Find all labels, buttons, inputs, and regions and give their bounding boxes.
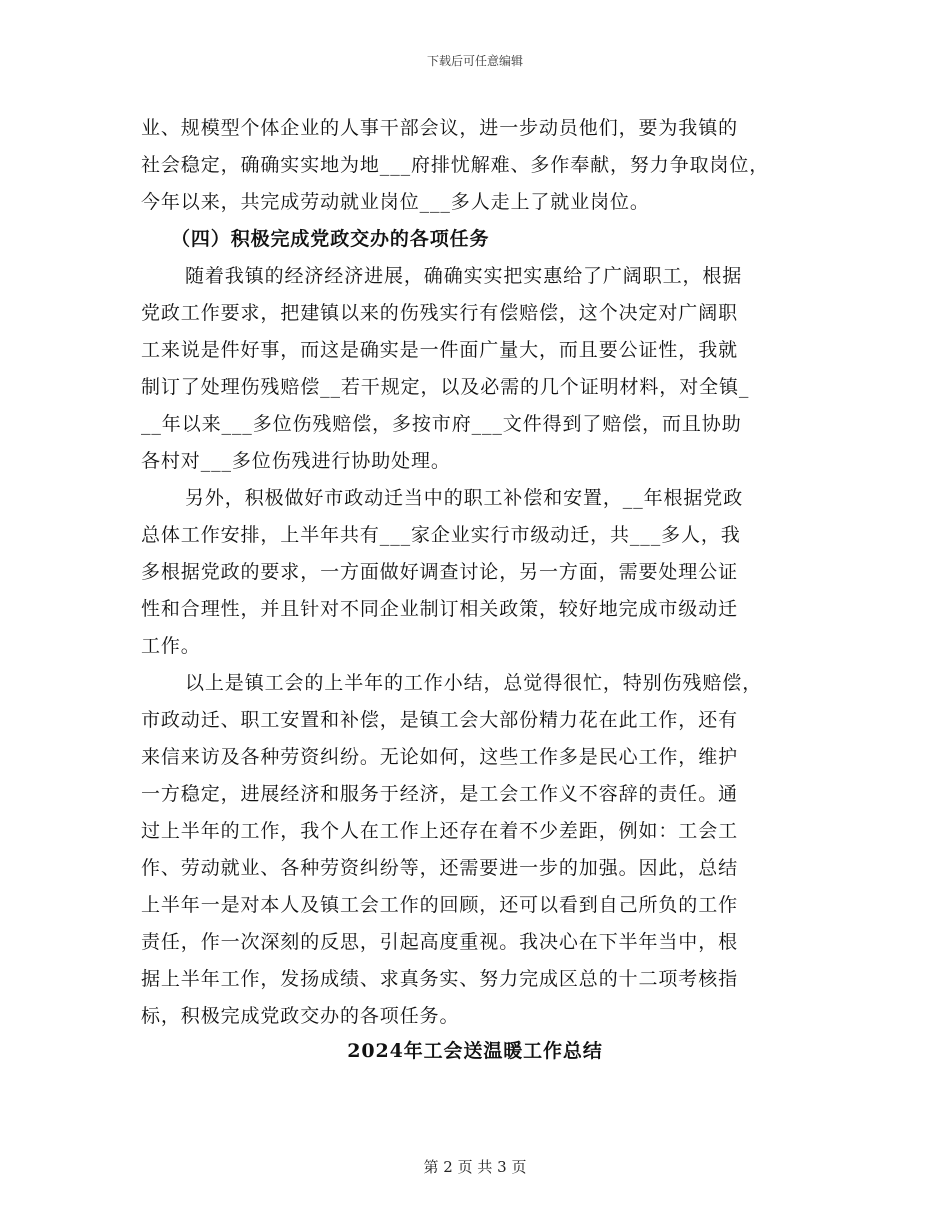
document-body [141, 110, 813, 1035]
paragraph-line: 以上是镇工会的上半年的工作小结，总觉得很忙，特别伤残赔偿， [185, 672, 763, 694]
paragraph-line: 责任，作一次深刻的反思，引起高度重视。我决心在下半年当中，根 [141, 931, 739, 953]
paragraph-line: 业、规模型个体企业的人事干部会议，进一步动员他们，要为我镇的 [141, 117, 739, 139]
page-header: 下载后可任意编辑 [426, 54, 523, 68]
paragraph-line: 作、劳动就业、各种劳资纠纷等，还需要进一步的加强。因此，总结 [141, 857, 739, 879]
paragraph-line: 党政工作要求，把建镇以来的伤残实行有偿赔偿，这个决定对广阔职 [141, 302, 739, 324]
paragraph-line: 社会稳定，确确实实地为地___府排忧解难、多作奉献，努力争取岗位， [141, 154, 770, 176]
paragraph-line: 制订了处理伤残赔偿__若干规定，以及必需的几个证明材料，对全镇_ [141, 376, 750, 398]
paragraph-line: 多根据党政的要求，一方面做好调查讨论，另一方面，需要处理公证 [141, 561, 739, 583]
section-heading: （四）积极完成党政交办的各项任务 [171, 228, 490, 250]
paragraph-line: 性和合理性，并且针对不同企业制订相关政策，较好地完成市级动迁 [141, 598, 739, 620]
paragraph-line: 另外，积极做好市政动迁当中的职工补偿和安置，__年根据党政 [185, 487, 744, 509]
paragraph-line: 总体工作安排，上半年共有___家企业实行市级动迁，共___多人，我 [141, 524, 741, 546]
paragraph-line: __年以来___多位伤残赔偿，多按市府___文件得到了赔偿，而且协助 [141, 413, 742, 435]
paragraph-line: 标，积极完成党政交办的各项任务。 [141, 1005, 460, 1027]
paragraph-line: 工作。 [141, 635, 201, 657]
paragraph-line: 各村对___多位伤残进行协助处理。 [141, 450, 451, 472]
paragraph-line: 来信来访及各种劳资纠纷。无论如何，这些工作多是民心工作，维护 [141, 746, 739, 768]
paragraph-line: 市政动迁、职工安置和补偿，是镇工会大部份精力花在此工作，还有 [141, 709, 739, 731]
document-title: 2024年工会送温暖工作总结 [347, 1040, 603, 1062]
page-number: 第 2 页 共 3 页 [423, 1158, 527, 1176]
paragraph-line: 今年以来，共完成劳动就业岗位___多人走上了就业岗位。 [141, 191, 650, 213]
paragraph-line: 一方稳定，进展经济和服务于经济，是工会工作义不容辞的责任。通 [141, 783, 739, 805]
paragraph-line: 过上半年的工作，我个人在工作上还存在着不少差距，例如：工会工 [141, 820, 739, 842]
paragraph-line: 上半年一是对本人及镇工会工作的回顾，还可以看到自己所负的工作 [141, 894, 739, 916]
paragraph-line: 据上半年工作，发扬成绩、求真务实、努力完成区总的十二项考核指 [141, 968, 739, 990]
paragraph-line: 工来说是件好事，而这是确实是一件面广量大，而且要公证性，我就 [141, 339, 739, 361]
paragraph-line: 随着我镇的经济经济进展，确确实实把实惠给了广阔职工，根据 [185, 265, 743, 287]
